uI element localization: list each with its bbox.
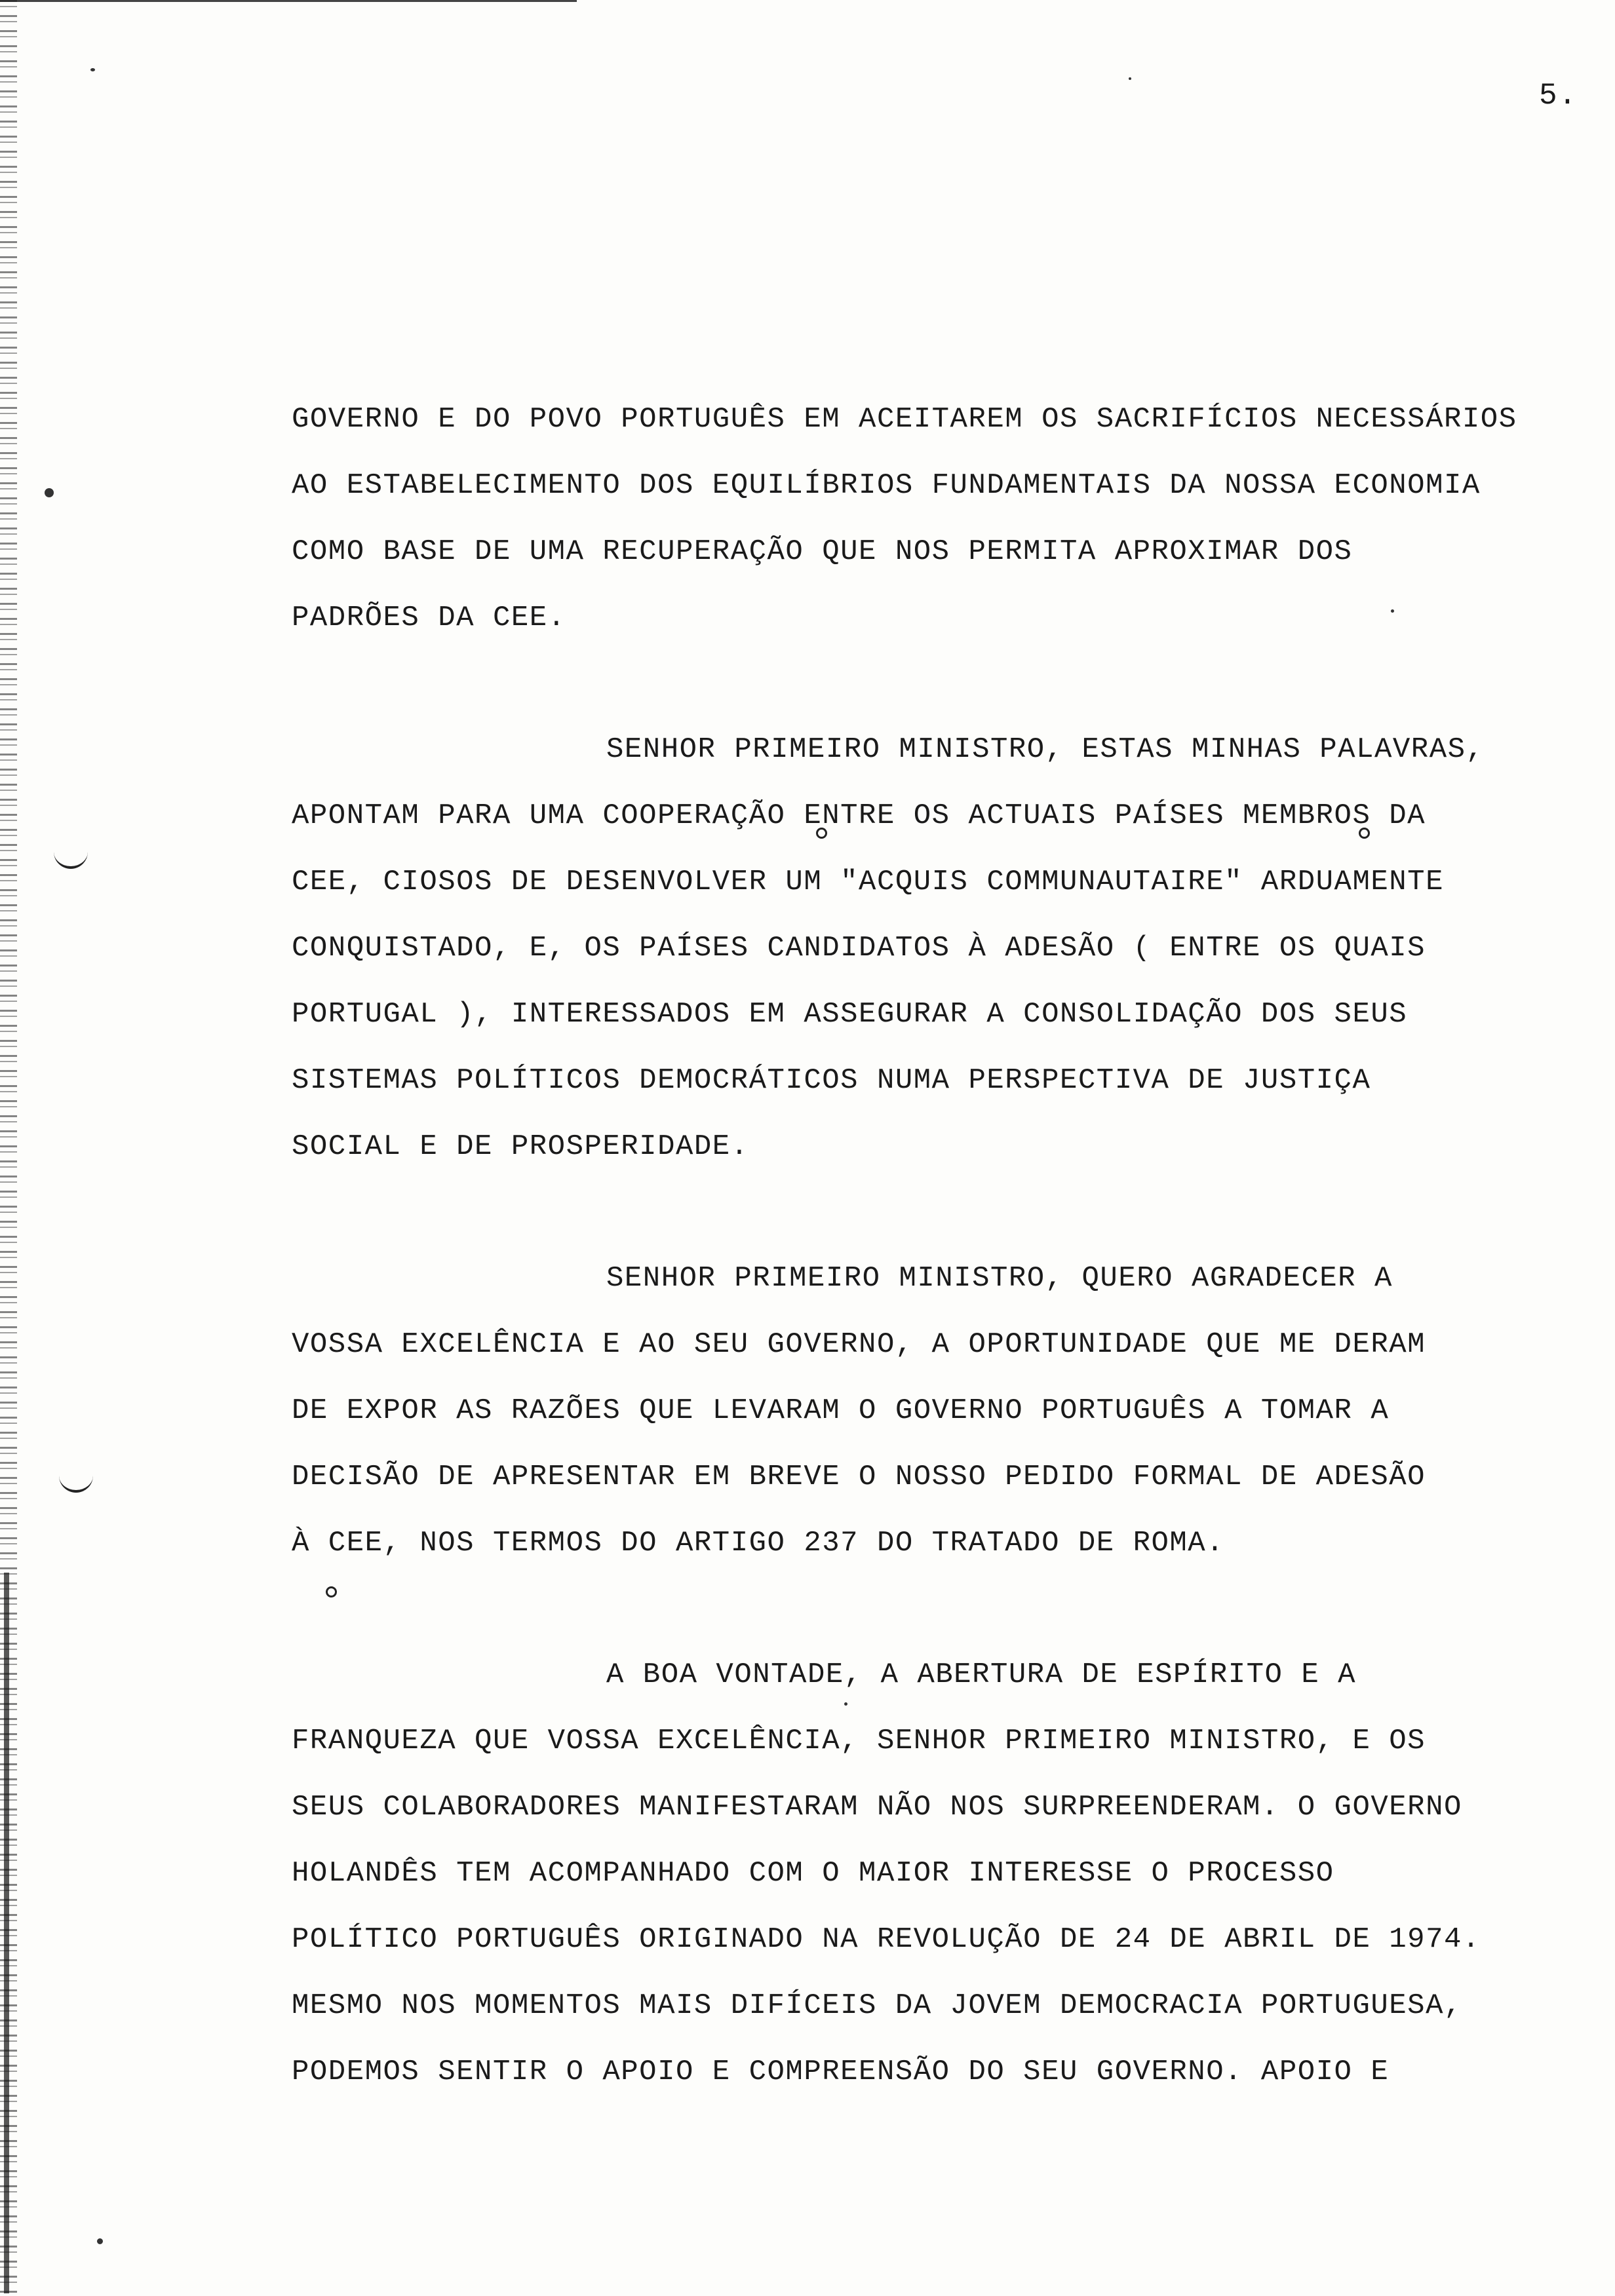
- text-line: COMO BASE DE UMA RECUPERAÇÃO QUE NOS PERMITA APROXIMAR DOS: [292, 535, 1353, 568]
- text-line: PODEMOS SENTIR O APOIO E COMPREENSÃO DO SEU GOVERNO. APOIO E: [292, 2056, 1390, 2088]
- text-line: SOCIAL E DE PROSPERIDADE.: [292, 1130, 749, 1163]
- text-line: AO ESTABELECIMENTO DOS EQUILÍBRIOS FUNDAMENTAIS DA NOSSA ECONOMIA: [292, 469, 1481, 502]
- scan-speck: [90, 68, 95, 71]
- scan-speck: [45, 488, 54, 497]
- text-line: PADRÕES DA CEE.: [292, 602, 566, 634]
- scan-speck: [1129, 77, 1131, 80]
- scan-punch-mark: [54, 852, 88, 869]
- text-line: À CEE, NOS TERMOS DO ARTIGO 237 DO TRATADO DE ROMA.: [292, 1527, 1225, 1559]
- paragraph: [292, 717, 1596, 1180]
- text-line: FRANQUEZA QUE VOSSA EXCELÊNCIA, SENHOR PRIMEIRO MINISTRO, E OS: [292, 1725, 1426, 1757]
- document-body: [292, 387, 1596, 2171]
- top-rule: [0, 0, 577, 2]
- text-line: MESMO NOS MOMENTOS MAIS DIFÍCEIS DA JOVEM DEMOCRACIA PORTUGUESA,: [292, 1989, 1462, 2022]
- paragraph: [292, 1246, 1596, 1577]
- text-line: GOVERNO E DO POVO PORTUGUÊS EM ACEITAREM OS SACRIFÍCIOS NECESSÁRIOS: [292, 403, 1517, 436]
- page-number: 5.: [1539, 79, 1578, 113]
- paragraph: [292, 1642, 1596, 2105]
- text-line: DE EXPOR AS RAZÕES QUE LEVARAM O GOVERNO PORTUGUÊS A TOMAR A: [292, 1394, 1390, 1427]
- text-line: CONQUISTADO, E, OS PAÍSES CANDIDATOS À ADESÃO ( ENTRE OS QUAIS: [292, 932, 1426, 965]
- text-line: VOSSA EXCELÊNCIA E AO SEU GOVERNO, A OPORTUNIDADE QUE ME DERAM: [292, 1328, 1426, 1361]
- text-line: DECISÃO DE APRESENTAR EM BREVE O NOSSO PEDIDO FORMAL DE ADESÃO: [292, 1461, 1426, 1493]
- text-line: APONTAM PARA UMA COOPERAÇÃO ENTRE OS ACTUAIS PAÍSES MEMBROS DA: [292, 799, 1426, 832]
- text-line: POLÍTICO PORTUGUÊS ORIGINADO NA REVOLUÇÃO DE 24 DE ABRIL DE 1974.: [292, 1923, 1481, 1956]
- scan-speck: [97, 2238, 103, 2244]
- text-line: A BOA VONTADE, A ABERTURA DE ESPÍRITO E A: [606, 1658, 1357, 1691]
- text-line: SENHOR PRIMEIRO MINISTRO, QUERO AGRADECER A: [606, 1262, 1393, 1295]
- text-line: CEE, CIOSOS DE DESENVOLVER UM "ACQUIS COMMUNAUTAIRE" ARDUAMENTE: [292, 866, 1444, 898]
- scan-punch-mark: [59, 1476, 93, 1493]
- scan-left-edge-shadow: [4, 1573, 9, 2293]
- text-line: SENHOR PRIMEIRO MINISTRO, ESTAS MINHAS PALAVRAS,: [606, 733, 1485, 766]
- paragraph: [292, 387, 1596, 651]
- text-line: SISTEMAS POLÍTICOS DEMOCRÁTICOS NUMA PERSPECTIVA DE JUSTIÇA: [292, 1064, 1371, 1097]
- text-line: PORTUGAL ), INTERESSADOS EM ASSEGURAR A CONSOLIDAÇÃO DOS SEUS: [292, 998, 1408, 1031]
- text-line: HOLANDÊS TEM ACOMPANHADO COM O MAIOR INTERESSE O PROCESSO: [292, 1857, 1334, 1890]
- text-line: SEUS COLABORADORES MANIFESTARAM NÃO NOS SURPREENDERAM. O GOVERNO: [292, 1791, 1462, 1824]
